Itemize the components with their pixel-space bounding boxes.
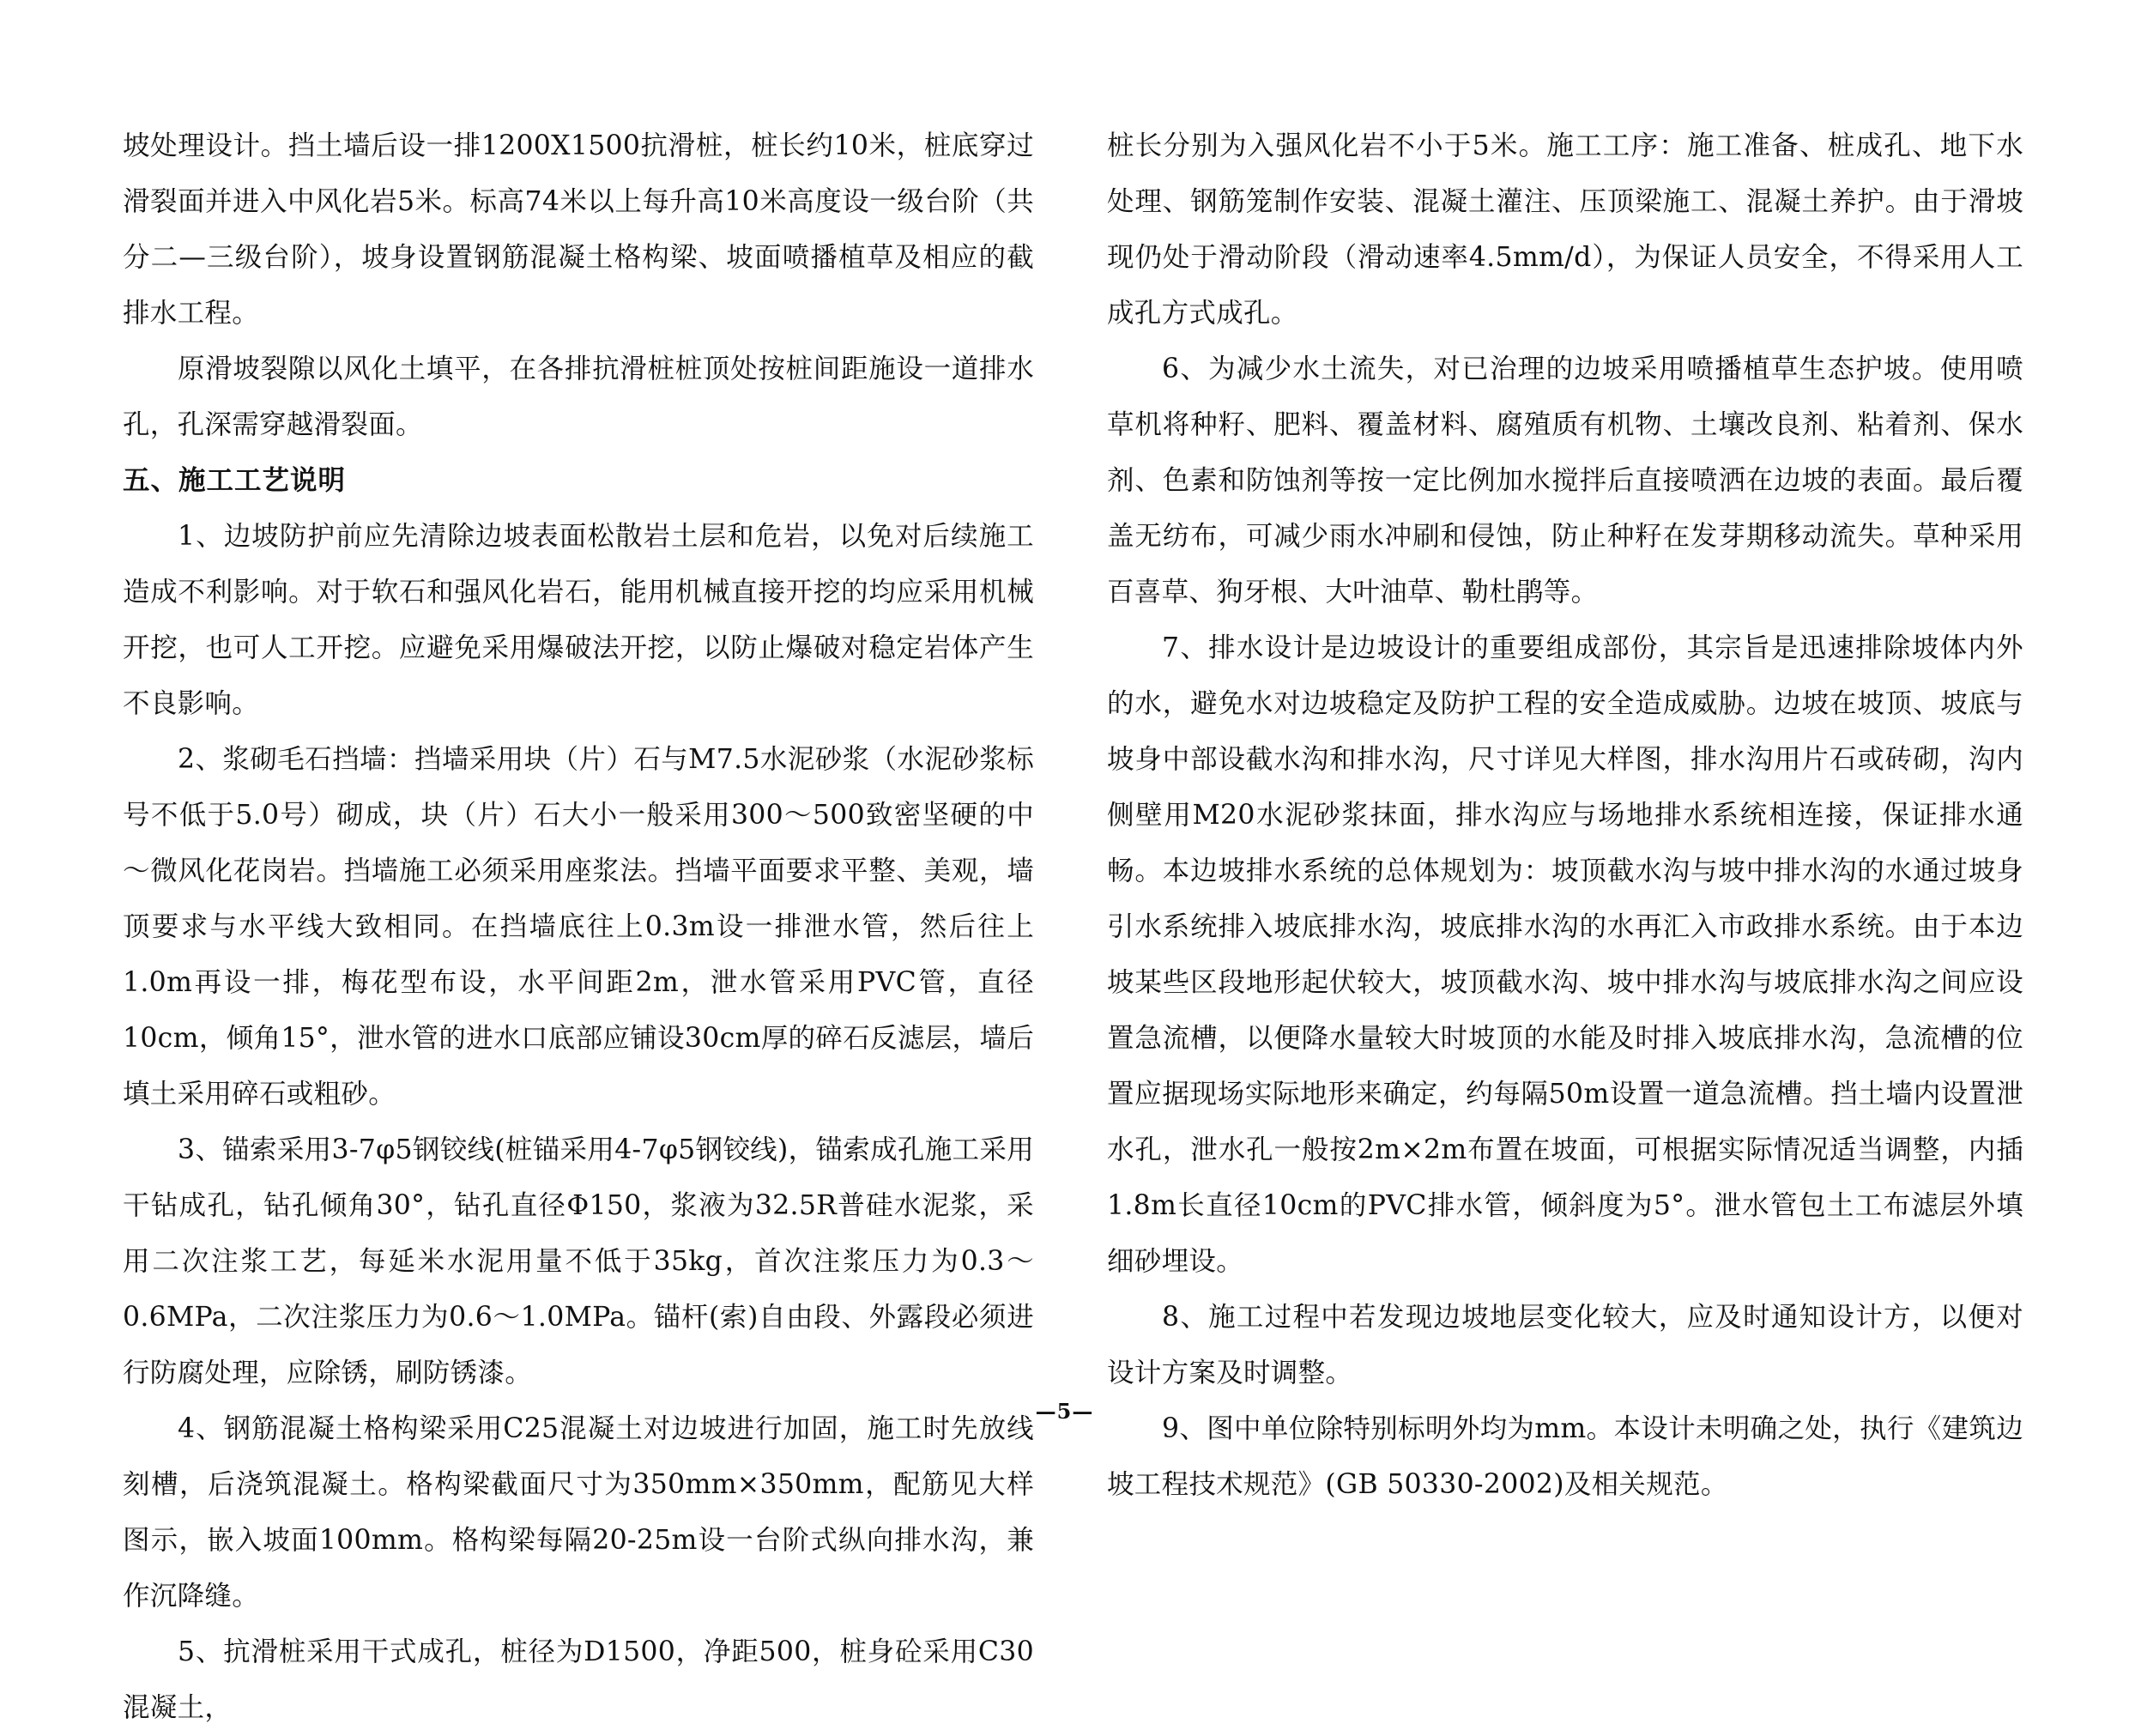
item-6-hydroseeding: 6、为减少水土流失，对已治理的边坡采用喷播植草生态护坡。使用喷草机将种籽、肥料、覆盖材料、腐殖质有机物、土壤改良剂、粘着剂、保水剂、色素和防蚀剂等按一定比例加水搅拌后直接喷洒在边坡的表面。最后覆盖无纺布，可减少雨水冲刷和侵蚀，防止种籽在发芽期移动流失。草种采用百喜草、狗牙根、大叶油草、勒杜鹃等。 [1107,354,2023,608]
left-column [123,118,1034,1736]
item-2-retaining-wall: 2、浆砌毛石挡墙：挡墙采用块（片）石与M7.5水泥砂浆（水泥砂浆标号不低于5.0号）砌成，块（片）石大小一般采用300～500致密坚硬的中～微风化花岗岩。挡墙施工必须采用座浆法。挡墙平面要求平整、美观，墙顶要求与水平线大致相同。在挡墙底往上0.3m设一排泄水管，然后往上1.0m再设一排，梅花型布设，水平间距2m，泄水管采用PVC管，直径10cm，倾角15°，泄水管的进水口底部应铺设30cm厚的碎石反滤层，墙后填土采用碎石或粗砂。 [123,744,1034,1110]
item-1-slope-clearing: 1、边坡防护前应先清除边坡表面松散岩土层和危岩，以免对后续施工造成不利影响。对于软石和强风化岩石，能用机械直接开挖的均应采用机械开挖，也可人工开挖。应避免采用爆破法开挖，以防止爆破对稳定岩体产生不良影响。 [123,521,1034,719]
item-4-lattice-beam: 4、钢筋混凝土格构梁采用C25混凝土对边坡进行加固，施工时先放线刻槽，后浇筑混凝土。格构梁截面尺寸为350mm×350mm，配筋见大样图示，嵌入坡面100mm。格构梁每隔20-25m设一台阶式纵向排水沟，兼作沉降缝。 [123,1413,1034,1612]
paragraph-crack-fill: 原滑坡裂隙以风化土填平，在各排抗滑桩桩顶处按桩间距施设一道排水孔，孔深需穿越滑裂面。 [123,354,1034,440]
item-7-drainage-design: 7、排水设计是边坡设计的重要组成部份，其宗旨是迅速排除坡体内外的水，避免水对边坡稳定及防护工程的安全造成威胁。边坡在坡顶、坡底与坡身中部设截水沟和排水沟，尺寸详见大样图，排水沟用片石或砖砌，沟内侧壁用M20水泥砂浆抹面，排水沟应与场地排水系统相连接，保证排水通畅。本边坡排水系统的总体规划为：坡顶截水沟与坡中排水沟的水通过坡身引水系统排入坡底排水沟，坡底排水沟的水再汇入市政排水系统。由于本边坡某些区段地形起伏较大，坡顶截水沟、坡中排水沟与坡底排水沟之间应设置急流槽，以便降水量较大时坡顶的水能及时排入坡底排水沟，急流槽的位置应据现场实际地形来确定，约每隔50m设置一道急流槽。挡土墙内设置泄水孔，泄水孔一般按2m×2m布置在坡面，可根据实际情况适当调整，内插1.8m长直径10cm的PVC排水管，倾斜度为5°。泄水管包土工布滤层外填细砂埋设。 [1107,632,2023,1277]
paragraph-slope-design: 坡处理设计。挡土墙后设一排1200X1500抗滑桩，桩长约10米，桩底穿过滑裂面并进入中风化岩5米。标高74米以上每升高10米高度设一级台阶（共分二—三级台阶），坡身设置钢筋混凝土格构梁、坡面喷播植草及相应的截排水工程。 [123,130,1034,329]
item-8-construction-notice: 8、施工过程中若发现边坡地层变化较大，应及时通知设计方，以便对设计方案及时调整。 [1107,1302,2023,1388]
item-5-anti-slide-pile: 5、抗滑桩采用干式成孔，桩径为D1500，净距500，桩身砼采用C30混凝土， [123,1636,1034,1723]
page-number: —5— [1035,1399,1094,1424]
section-heading: 五、施工工艺说明 [123,465,347,496]
item-3-anchor-cable: 3、锚索采用3-7φ5钢铰线(桩锚采用4-7φ5钢铰线)，锚索成孔施工采用干钻成孔，钻孔倾角30°，钻孔直径Φ150，浆液为32.5R普硅水泥浆，采用二次注浆工艺，每延米水泥用量不低于35kg，首次注浆压力为0.3～0.6MPa，二次注浆压力为0.6～1.0MPa。锚杆(索)自由段、外露段必须进行防腐处理，应除锈，刷防锈漆。 [123,1134,1034,1388]
item-9-units-and-standards: 9、图中单位除特别标明外均为mm。本设计未明确之处，执行《建筑边坡工程技术规范》(GB 50330-2002)及相关规范。 [1107,1413,2023,1500]
item-5-continued: 桩长分别为入强风化岩不小于5米。施工工序：施工准备、桩成孔、地下水处理、钢筋笼制作安装、混凝土灌注、压顶梁施工、混凝土养护。由于滑坡现仍处于滑动阶段（滑动速率4.5mm/d），为保证人员安全，不得采用人工成孔方式成孔。 [1107,130,2023,329]
right-column [1107,118,2023,1513]
